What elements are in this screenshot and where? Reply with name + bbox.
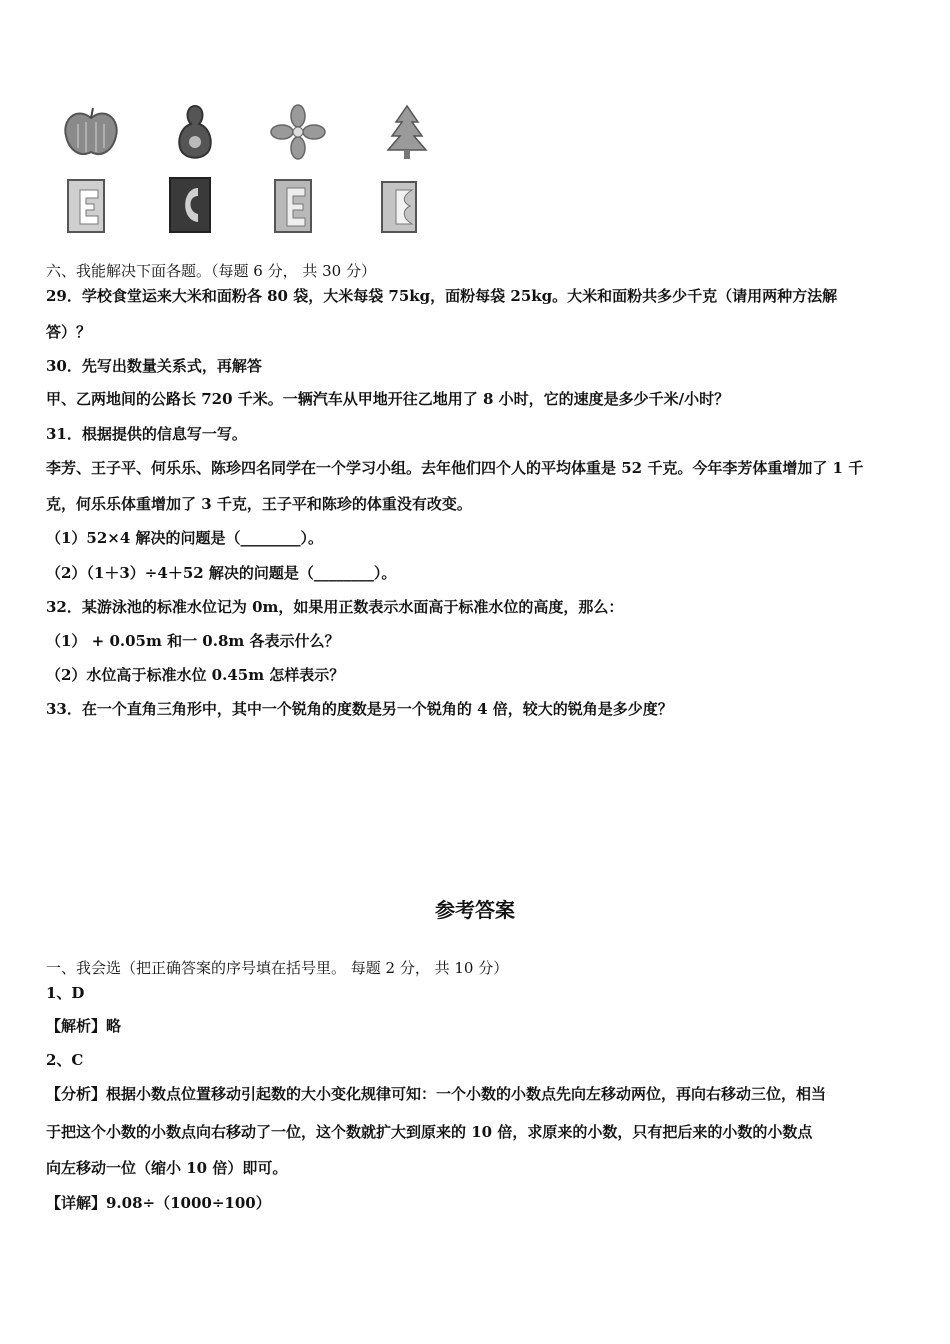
question-31-sub-1: （1）52×4 解决的问题是（________）。	[46, 529, 324, 547]
question-32-sub-2: （2）水位高于标准水位 0.45m 怎样表示？	[46, 666, 345, 684]
letter-e-card-image	[265, 174, 335, 234]
apple-shape-image	[56, 98, 126, 168]
question-31-text: 31．根据提供的信息写一写。	[46, 425, 247, 443]
answers-section-heading: 一、我会选（把正确答案的序号填在括号里。 每题 2 分， 共 10 分）	[46, 959, 509, 977]
shape-figure-row-top	[50, 98, 450, 168]
question-33-text: 33．在一个直角三角形中，其中一个锐角的度数是另一个锐角的 4 倍，较大的锐角是多少度？	[46, 700, 673, 718]
answers-title: 参考答案	[435, 898, 515, 922]
answer-2-analysis-end: 向左移动一位（缩小 10 倍）即可。	[46, 1159, 288, 1177]
gourd-shape-image	[160, 98, 230, 168]
question-29-text-cont: 答）？	[46, 323, 92, 341]
question-32-sub-1: （1） + 0.05m 和一 0.8m 各表示什么？	[46, 632, 340, 650]
answer-2-analysis-cont: 于把这个小数的小数点向右移动了一位，这个数就扩大到原来的 10 倍，求原来的小数，只有把后来的小数的小数点	[46, 1123, 813, 1141]
question-30-problem: 甲、乙两地间的公路长 720 千米。一辆汽车从甲地开往乙地用了 8 小时，它的速度是多少千米/小时？	[46, 390, 730, 408]
answer-2-analysis: 【分析】根据小数点位置移动引起数的大小变化规律可知：一个小数的小数点先向左移动两位，再向右移动三位，相当	[46, 1085, 827, 1103]
question-31-problem: 李芳、王子平、何乐乐、陈珍四名同学在一个学习小组。去年他们四个人的平均体重是 52 千克。今年李芳体重增加了 1 千	[46, 459, 864, 477]
shape-figure-row-bottom	[50, 174, 450, 238]
answer-2-detail: 【详解】9.08÷（1000÷100）	[46, 1194, 271, 1212]
answer-2: 2、C	[46, 1051, 84, 1069]
answer-1: 1、D	[46, 984, 85, 1002]
letter-e-card-image	[58, 174, 128, 234]
section-heading: 六、我能解决下面各题。（每题 6 分， 共 30 分）	[46, 262, 376, 280]
answer-1-analysis: 【解析】略	[46, 1017, 122, 1035]
question-31-sub-2: （2）（1＋3）÷4＋52 解决的问题是（________）。	[46, 564, 397, 582]
question-32-text: 32．某游泳池的标准水位记为 0m，如果用正数表示水面高于标准水位的高度，那么：	[46, 598, 624, 616]
letter-e-card-image	[372, 174, 442, 234]
question-31-problem-cont: 克，何乐乐体重增加了 3 千克，王子平和陈珍的体重没有改变。	[46, 495, 472, 513]
letter-c-card-image	[158, 174, 228, 234]
flower-shape-image	[263, 98, 333, 168]
question-30-text: 30．先写出数量关系式，再解答	[46, 357, 262, 375]
question-29-text: 29．学校食堂运来大米和面粉各 80 袋，大米每袋 75kg，面粉每袋 25kg。大米和面粉共多少千克（请用两种方法解	[46, 287, 838, 305]
tree-shape-image	[372, 98, 442, 168]
